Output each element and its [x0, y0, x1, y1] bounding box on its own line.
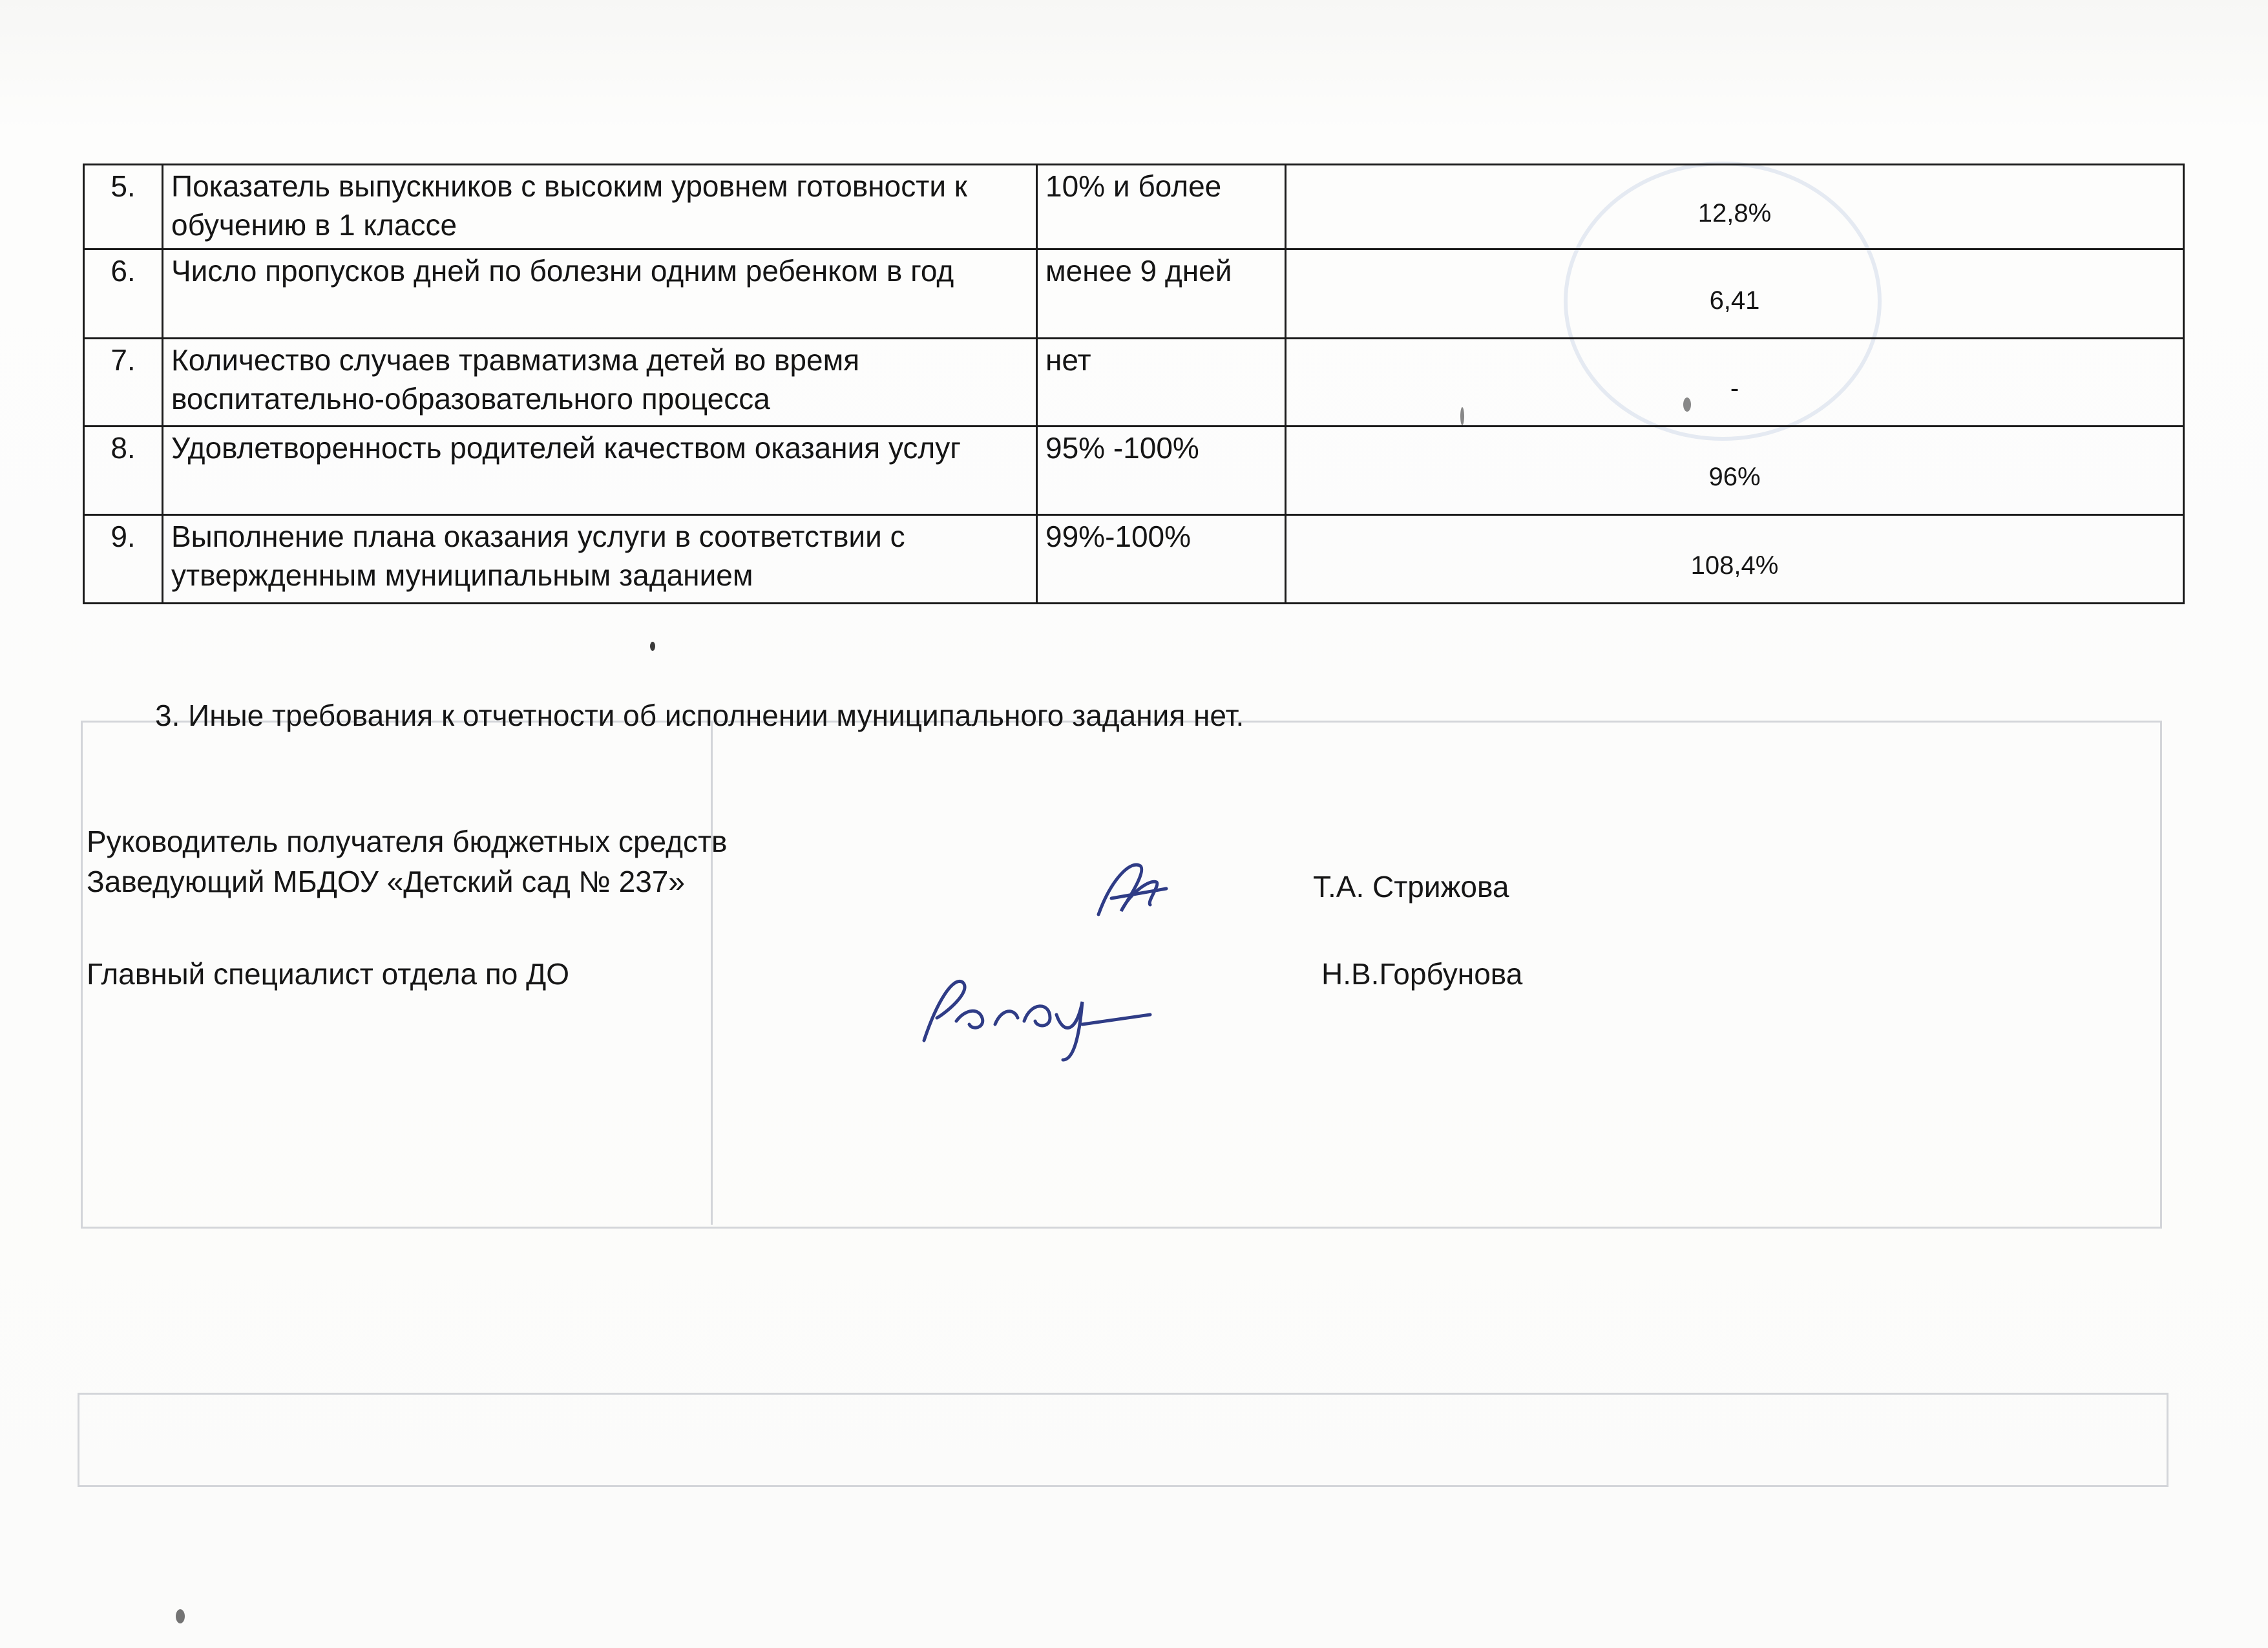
- ink-speck: [176, 1609, 185, 1623]
- row-number: 8.: [84, 427, 163, 514]
- table-row: [84, 249, 2184, 338]
- indicator-name: Выполнение плана оказания услуги в соответствии с утвержденным муниципальным заданием: [163, 514, 1037, 603]
- indicator-name: Показатель выпускников с высоким уровнем готовности к обучению в 1 классе: [163, 165, 1037, 249]
- table-row: [84, 338, 2184, 426]
- table-row: [84, 165, 2184, 249]
- ink-speck: [1683, 397, 1691, 412]
- row-number: 7.: [84, 338, 163, 426]
- table-row: [84, 427, 2184, 514]
- other-requirements: 3. Иные требования к отчетности об исполнении муниципального задания нет.: [155, 699, 1244, 732]
- norm-value: 99%-100%: [1037, 514, 1286, 603]
- specialist-title: Главный специалист отдела по ДО: [87, 957, 570, 991]
- head-name: Т.А. Стрижова: [1313, 870, 1509, 903]
- indicator-name: Число пропусков дней по болезни одним ребенком в год: [163, 249, 1037, 338]
- indicator-name: Удовлетворенность родителей качеством оказания услуг: [163, 427, 1037, 514]
- indicator-name: Количество случаев травматизма детей во время воспитательно-образовательного процесса: [163, 338, 1037, 426]
- ink-speck: [1460, 407, 1464, 425]
- indicators-table: [83, 164, 2185, 604]
- row-number: 6.: [84, 249, 163, 338]
- ink-speck: [650, 642, 655, 651]
- norm-value: менее 9 дней: [1037, 249, 1286, 338]
- head-signature: [1086, 853, 1176, 931]
- fact-value: 6,41: [1286, 249, 2184, 338]
- head-title-line2: Заведующий МБДОУ «Детский сад № 237»: [87, 865, 685, 898]
- row-number: 5.: [84, 165, 163, 249]
- bleed-through-table-2: [78, 1393, 2168, 1487]
- table-row: [84, 514, 2184, 603]
- norm-value: 95% -100%: [1037, 427, 1286, 514]
- norm-value: нет: [1037, 338, 1286, 426]
- fact-value: -: [1286, 338, 2184, 426]
- specialist-name: Н.В.Горбунова: [1321, 957, 1523, 991]
- row-number: 9.: [84, 514, 163, 603]
- specialist-signature: [918, 963, 1163, 1066]
- bleed-through-rule: [711, 721, 713, 1225]
- fact-value: 108,4%: [1286, 514, 2184, 603]
- norm-value: 10% и более: [1037, 165, 1286, 249]
- fact-value: 12,8%: [1286, 165, 2184, 249]
- head-title-line1: Руководитель получателя бюджетных средств: [87, 825, 728, 858]
- fact-value: 96%: [1286, 427, 2184, 514]
